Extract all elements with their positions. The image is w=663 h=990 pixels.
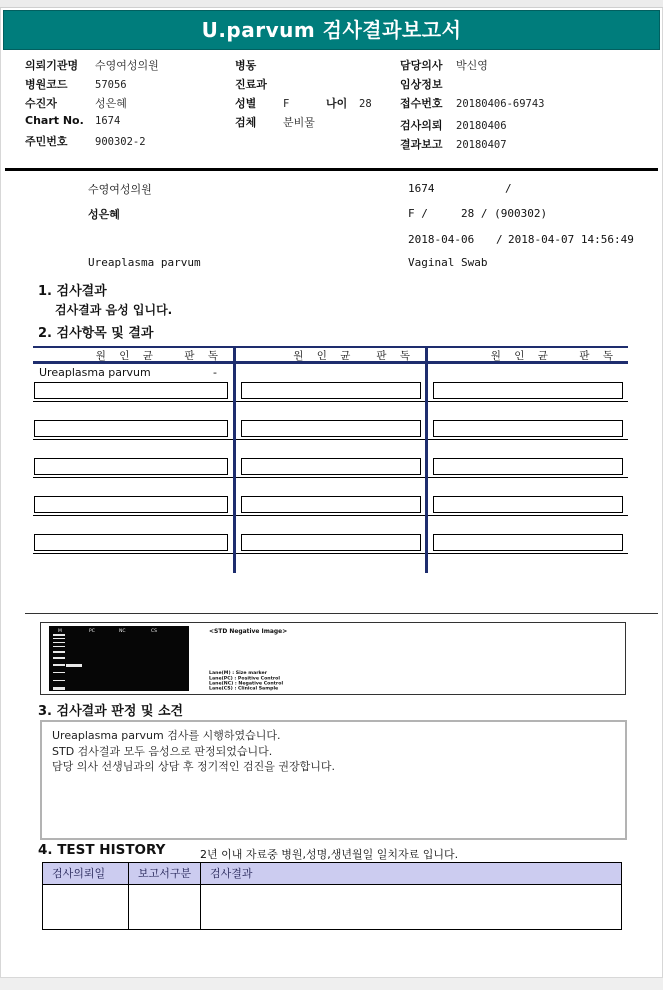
gel-lane-label: NC: [119, 628, 126, 634]
control-band: [66, 664, 82, 667]
field-label: 검사의뢰: [400, 119, 443, 132]
summary-patient-name: 성은혜: [88, 208, 120, 221]
row-line: [33, 477, 233, 478]
field-label: 결과보고: [400, 138, 443, 151]
field-doctor: [400, 57, 488, 73]
field-value: 20180406: [456, 120, 507, 132]
section4-title: 4. TEST HISTORY: [38, 842, 166, 858]
summary-chart-no: 1674: [408, 182, 435, 195]
row-line: [236, 477, 425, 478]
ladder-band: [53, 646, 65, 647]
field-label: 의뢰기관명: [25, 59, 79, 72]
gel-lane-label: M: [58, 628, 62, 634]
field-label: 임상정보: [400, 78, 443, 91]
field-value: 20180407: [456, 139, 507, 151]
empty-result-cell: [433, 420, 623, 437]
empty-result-cell: [241, 496, 421, 513]
field-request-date: [400, 117, 507, 133]
field-department: [235, 76, 283, 92]
summary-report-datetime: 2018-04-07 14:56:49: [508, 233, 634, 246]
field-label: 진료과: [235, 78, 267, 91]
empty-result-cell: [34, 420, 228, 437]
report-title-bar: [3, 10, 660, 50]
field-value: 28: [359, 98, 372, 110]
field-ward: [235, 57, 283, 73]
top-strip: [0, 0, 663, 8]
history-cell: [201, 885, 621, 930]
ladder-band: [53, 680, 65, 681]
field-patient-name: [25, 95, 127, 111]
row-line: [428, 477, 628, 478]
field-value: 1674: [95, 115, 121, 127]
history-cell: [43, 885, 129, 930]
gel-caption: <STD Negative Image>: [209, 628, 288, 635]
opinion-line: 담당 의사 선생님과의 상담 후 정기적인 검진을 권장합니다.: [52, 760, 335, 773]
test-history-empty-row: [43, 885, 621, 930]
empty-result-cell: [34, 534, 228, 551]
ladder-band: [53, 657, 65, 659]
gel-legend: [209, 671, 283, 691]
summary-sex-age-birth: F / 28 / (900302): [408, 207, 548, 220]
field-value: 성은혜: [95, 97, 127, 110]
field-chart-no: [25, 114, 120, 127]
empty-result-cell: [34, 458, 228, 475]
ladder-band: [53, 664, 65, 666]
pathogen-name: Ureaplasma parvum: [39, 366, 151, 379]
gel-image-panel: [40, 622, 626, 695]
gel-legend-line: Lane(M) : Size marker: [209, 670, 268, 676]
field-value: 수영여성의원: [95, 59, 159, 72]
row-line: [428, 515, 628, 516]
ladder-band: [53, 642, 65, 643]
section4-note: 2년 이내 자료중 병원,성명,생년월일 일치자료 입니다.: [200, 848, 459, 861]
pathogen-reading: -: [213, 366, 217, 379]
summary-specimen: Vaginal Swab: [408, 256, 488, 269]
page-border-left: [0, 0, 1, 990]
opinion-text: [52, 728, 335, 775]
row-line: [236, 439, 425, 440]
ladder-band: [53, 651, 65, 653]
field-value: F: [283, 98, 290, 110]
history-cell: [129, 885, 201, 930]
empty-result-cell: [433, 534, 623, 551]
empty-result-cell: [34, 496, 228, 513]
row-line: [428, 401, 628, 402]
summary-slash-1: /: [505, 182, 512, 195]
bottom-strip: [0, 977, 663, 990]
field-label: 검체: [235, 116, 257, 129]
summary-test-name: Ureaplasma parvum: [88, 256, 201, 269]
result-table: [33, 346, 628, 573]
col-header-pathogen: 원 인 균: [293, 350, 356, 362]
ladder-band: [53, 634, 65, 636]
history-col-report-type: 보고서구분: [129, 863, 201, 884]
col-header-reading: 판 독: [579, 350, 618, 362]
gel-legend-line: Lane(CS) : Clinical Sample: [209, 685, 279, 691]
row-line: [33, 515, 233, 516]
ladder-band: [53, 638, 65, 639]
gel-lane-label: PC: [89, 628, 95, 634]
row-line: [33, 439, 233, 440]
test-history-table: [42, 862, 622, 930]
gel-legend-line: Lane(NC) : Negative Control: [209, 680, 284, 686]
field-specimen: [235, 114, 315, 130]
empty-result-cell: [433, 382, 623, 399]
empty-result-cell: [241, 420, 421, 437]
field-value: 박신영: [456, 59, 488, 72]
opinion-line: STD 검사결과 모두 음성으로 판정되었습니다.: [52, 744, 273, 758]
result-table-group-2: [236, 346, 425, 573]
field-value: 57056: [95, 79, 127, 91]
section1-title: 1. 검사결과: [38, 284, 107, 299]
section3-title: 3. 검사결과 판정 및 소견: [38, 704, 184, 719]
history-col-result: 검사결과: [210, 867, 253, 880]
summary-request-date: 2018-04-06: [408, 233, 475, 246]
opinion-box: [40, 720, 627, 840]
empty-result-cell: [241, 382, 421, 399]
field-receipt-no: [400, 95, 545, 111]
empty-result-cell: [241, 534, 421, 551]
field-value: 20180406-69743: [456, 98, 545, 110]
field-label: 성별: [235, 97, 257, 110]
gel-legend-line: Lane(PC) : Positive Control: [209, 675, 281, 681]
summary-hospital: 수영여성의원: [88, 183, 152, 196]
field-label: 주민번호: [25, 135, 68, 148]
field-label: 수진자: [25, 97, 57, 110]
field-resident-id: [25, 133, 146, 149]
field-hospital-code: [25, 76, 127, 92]
row-line: [236, 553, 425, 554]
section1-result: 검사결과 음성 입니다.: [55, 303, 173, 317]
section-divider: [5, 168, 658, 171]
col-header-reading: 판 독: [184, 350, 223, 362]
report-title: U.parvum 검사결과보고서: [201, 18, 462, 42]
field-label: 담당의사: [400, 59, 443, 72]
empty-result-cell: [34, 382, 228, 399]
field-label: Chart No.: [25, 114, 84, 127]
row-line: [236, 515, 425, 516]
opinion-line: Ureaplasma parvum 검사를 시행하였습니다.: [52, 729, 281, 742]
empty-result-cell: [241, 458, 421, 475]
field-label: 병원코드: [25, 78, 68, 91]
field-requesting-org: [25, 57, 159, 73]
row-line: [33, 553, 233, 554]
field-value: 900302-2: [95, 136, 146, 148]
col-header-pathogen: 원 인 균: [95, 350, 158, 362]
gel-electrophoresis-image: [49, 626, 189, 691]
gel-lane-label: CS: [151, 628, 157, 634]
empty-result-cell: [433, 496, 623, 513]
ladder-band: [53, 672, 65, 673]
result-table-group-3: [428, 346, 628, 573]
history-col-request-date: 검사의뢰일: [43, 863, 129, 884]
section2-title: 2. 검사항목 및 결과: [38, 326, 154, 341]
gel-divider-line: [25, 613, 658, 614]
row-line: [236, 401, 425, 402]
field-label: 나이: [326, 97, 348, 110]
field-label: 접수번호: [400, 97, 443, 110]
field-report-date: [400, 136, 507, 152]
row-line: [428, 553, 628, 554]
field-value: 분비물: [283, 116, 315, 129]
empty-result-cell: [433, 458, 623, 475]
field-label: 병동: [235, 59, 257, 72]
col-header-reading: 판 독: [376, 350, 415, 362]
field-clinical-info: [400, 76, 456, 92]
result-table-group-1: [33, 346, 233, 573]
row-line: [33, 401, 233, 402]
field-sex-age: [235, 95, 372, 111]
test-history-header: [43, 863, 621, 885]
col-header-pathogen: 원 인 균: [490, 350, 553, 362]
row-line: [428, 439, 628, 440]
ladder-band: [53, 687, 65, 690]
summary-slash-2: /: [496, 233, 503, 246]
